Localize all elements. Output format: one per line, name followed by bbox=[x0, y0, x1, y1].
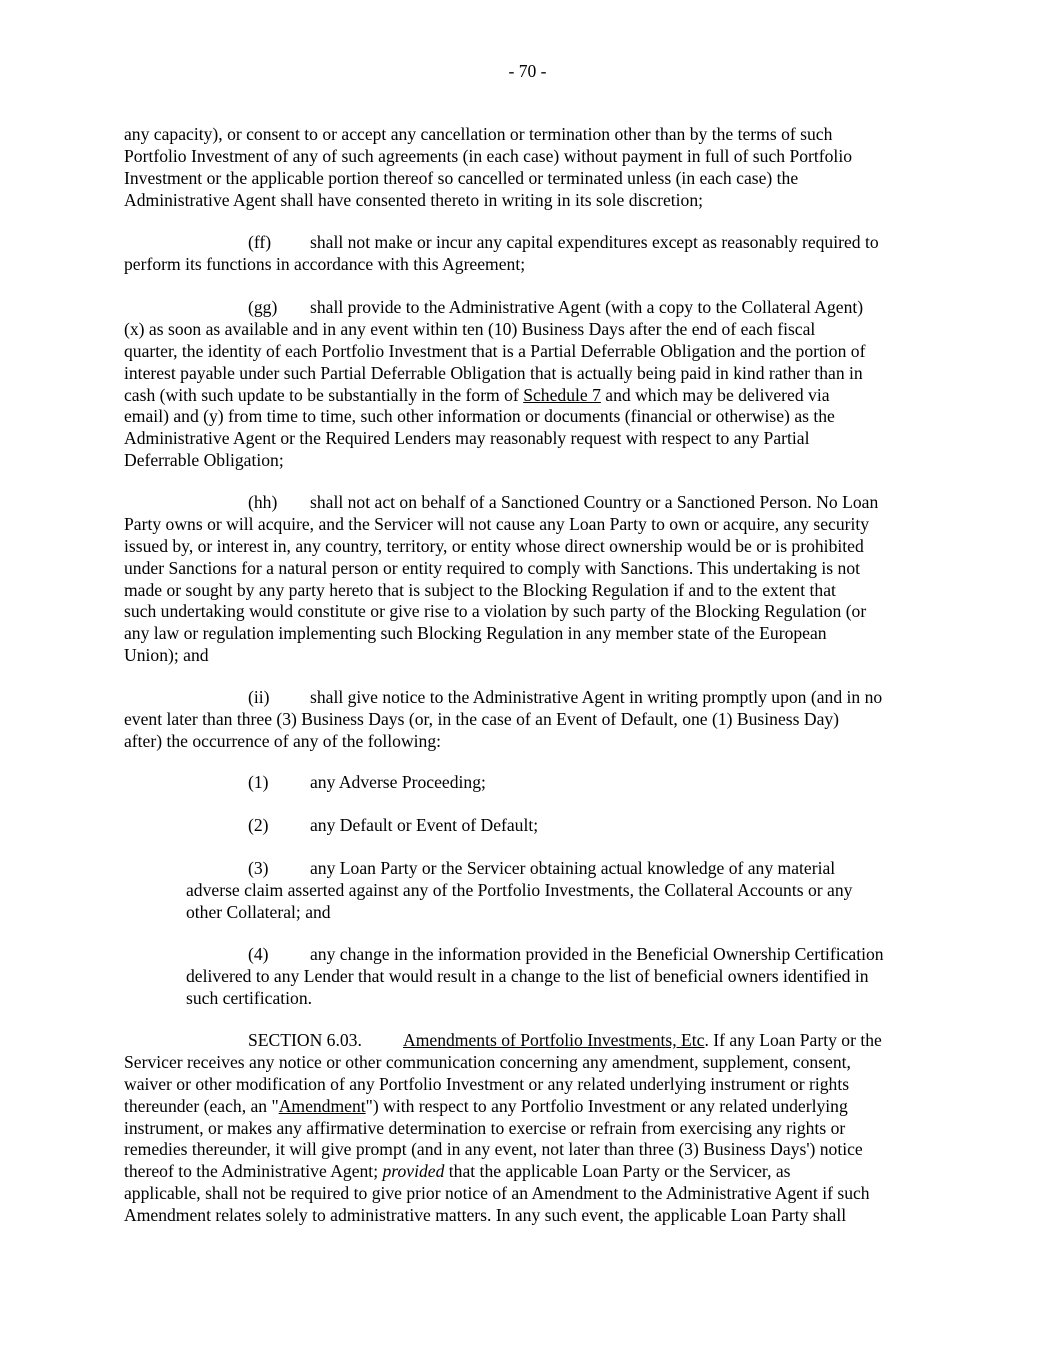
text-span: and which may be delivered via bbox=[600, 384, 830, 405]
text-line: Portfolio Investment of any of such agreements (in each case) without payment in full of such Portfolio bbox=[124, 145, 853, 166]
provided-italic: provided bbox=[382, 1161, 445, 1182]
item-text: any Default or Event of Default; bbox=[310, 815, 539, 835]
clause-label: (ff) bbox=[248, 232, 272, 252]
text-span: . If any Loan Party or the bbox=[704, 1030, 882, 1050]
clause-hh bbox=[124, 492, 935, 667]
text-line: applicable, shall not be required to give prior notice of an Amendment to the Administrative Agent if such bbox=[124, 1183, 870, 1204]
text-line bbox=[124, 385, 935, 407]
text-line: issued by, or interest in, any country, territory, or entity whose direct ownership would be or is prohibited bbox=[124, 535, 864, 556]
clause-text: shall give notice to the Administrative Agent in writing promptly upon (and in no bbox=[310, 687, 883, 707]
text-line: after) the occurrence of any of the following: bbox=[124, 730, 442, 751]
clause-label: (ii) bbox=[248, 687, 270, 707]
text-span: thereof to the Administrative Agent; bbox=[124, 1161, 383, 1182]
text-line: event later than three (3) Business Days (or, in the case of an Event of Default, one (1) Business Day) bbox=[124, 708, 840, 729]
section-6-03 bbox=[124, 1030, 935, 1227]
text-span: ") with respect to any Portfolio Investment or any related underlying bbox=[365, 1095, 848, 1116]
section-number: SECTION 6.03. bbox=[248, 1030, 362, 1050]
clause-ii bbox=[124, 687, 935, 753]
clause-text: shall provide to the Administrative Agent (with a copy to the Collateral Agent) bbox=[310, 297, 864, 317]
clause-text: shall not make or incur any capital expenditures except as reasonably required to bbox=[310, 232, 879, 252]
sub-item-3 bbox=[186, 858, 935, 924]
text-line: (x) as soon as available and in any event within ten (10) Business Days after the end of each fiscal bbox=[124, 318, 816, 339]
text-line bbox=[124, 687, 935, 709]
text-line bbox=[124, 1030, 935, 1052]
text-line: Party owns or will acquire, and the Servicer will not cause any Loan Party to own or acquire, any security bbox=[124, 513, 870, 534]
clause-ff bbox=[124, 232, 935, 276]
text-line bbox=[124, 492, 935, 514]
sub-item-1 bbox=[186, 772, 935, 794]
page-number: - 70 - bbox=[508, 61, 547, 81]
text-line: Union); and bbox=[124, 645, 209, 666]
text-line: made or sought by any party hereto that is subject to the Blocking Regulation if and to the extent that bbox=[124, 579, 836, 600]
text-line: adverse claim asserted against any of the Portfolio Investments, the Collateral Accounts or any bbox=[186, 879, 853, 900]
text-line: interest payable under such Partial Deferrable Obligation that is actually being paid in kind rather than in bbox=[124, 362, 863, 383]
item-label: (2) bbox=[248, 815, 269, 835]
text-line: email) and (y) from time to time, such other information or documents (financial or otherwise) as the bbox=[124, 406, 835, 427]
text-line: Administrative Agent shall have consented thereto in writing in its sole discretion; bbox=[124, 189, 704, 210]
text-line bbox=[124, 1096, 935, 1118]
schedule-7-reference: Schedule 7 bbox=[523, 384, 601, 405]
text-line bbox=[186, 944, 935, 966]
text-line: any capacity), or consent to or accept any cancellation or termination other than by the terms of such bbox=[124, 124, 833, 144]
item-label: (4) bbox=[248, 944, 269, 964]
text-line: remedies thereunder, it will give prompt (and in any event, not later than three (3) Business Days') notice bbox=[124, 1139, 863, 1160]
text-line: Amendment relates solely to administrative matters. In any such event, the applicable Loan Party shall bbox=[124, 1205, 847, 1226]
text-line: Administrative Agent or the Required Lenders may reasonably request with respect to any Partial bbox=[124, 428, 810, 449]
clause-label: (gg) bbox=[248, 297, 278, 317]
clause-text: shall not act on behalf of a Sanctioned Country or a Sanctioned Person. No Loan bbox=[310, 492, 879, 512]
text-span: that the applicable Loan Party or the Servicer, as bbox=[444, 1161, 791, 1182]
text-line: instrument, or makes any affirmative determination to exercise or refrain from exercising any rights or bbox=[124, 1117, 846, 1138]
text-line: such undertaking would constitute or give rise to a violation by such party of the Blocking Regulation (or bbox=[124, 601, 867, 622]
defined-term-amendment: Amendment bbox=[278, 1095, 366, 1116]
text-line bbox=[124, 297, 935, 319]
item-label: (3) bbox=[248, 858, 269, 878]
sub-item-2 bbox=[186, 815, 935, 837]
sub-item-4 bbox=[186, 944, 935, 1010]
text-line bbox=[186, 815, 935, 837]
text-line: waiver or other modification of any Portfolio Investment or any related underlying instrument or rights bbox=[124, 1073, 850, 1094]
text-line bbox=[186, 858, 935, 880]
clause-label: (hh) bbox=[248, 492, 278, 512]
text-span: cash (with such update to be substantially in the form of bbox=[124, 384, 524, 405]
text-line: Investment or the applicable portion thereof so cancelled or terminated unless (in each case) the bbox=[124, 167, 799, 188]
text-line: other Collateral; and bbox=[186, 901, 331, 922]
paragraph-continuation bbox=[124, 124, 935, 212]
text-line bbox=[124, 1161, 935, 1183]
text-span: thereunder (each, an " bbox=[124, 1095, 279, 1116]
text-line: Servicer receives any notice or other communication concerning any amendment, supplement, consent, bbox=[124, 1051, 851, 1072]
item-text: any Adverse Proceeding; bbox=[310, 772, 486, 792]
text-line: perform its functions in accordance with this Agreement; bbox=[124, 253, 526, 274]
text-line: under Sanctions for a natural person or entity required to comply with Sanctions. This undertaking is not bbox=[124, 557, 861, 578]
text-line: any law or regulation implementing such Blocking Regulation in any member state of the European bbox=[124, 623, 827, 644]
text-line bbox=[186, 772, 935, 794]
text-line: delivered to any Lender that would result in a change to the list of beneficial owners identified in bbox=[186, 965, 869, 986]
text-line bbox=[124, 232, 935, 254]
text-line: Deferrable Obligation; bbox=[124, 450, 284, 471]
section-title: Amendments of Portfolio Investments, Etc bbox=[403, 1030, 705, 1050]
item-label: (1) bbox=[248, 772, 269, 792]
text-line: quarter, the identity of each Portfolio Investment that is a Partial Deferrable Obligation and the portion of bbox=[124, 340, 866, 361]
item-text: any Loan Party or the Servicer obtaining actual knowledge of any material bbox=[310, 858, 836, 878]
clause-gg bbox=[124, 297, 935, 472]
item-text: any change in the information provided in the Beneficial Ownership Certification bbox=[310, 944, 884, 964]
text-line: such certification. bbox=[186, 987, 313, 1008]
